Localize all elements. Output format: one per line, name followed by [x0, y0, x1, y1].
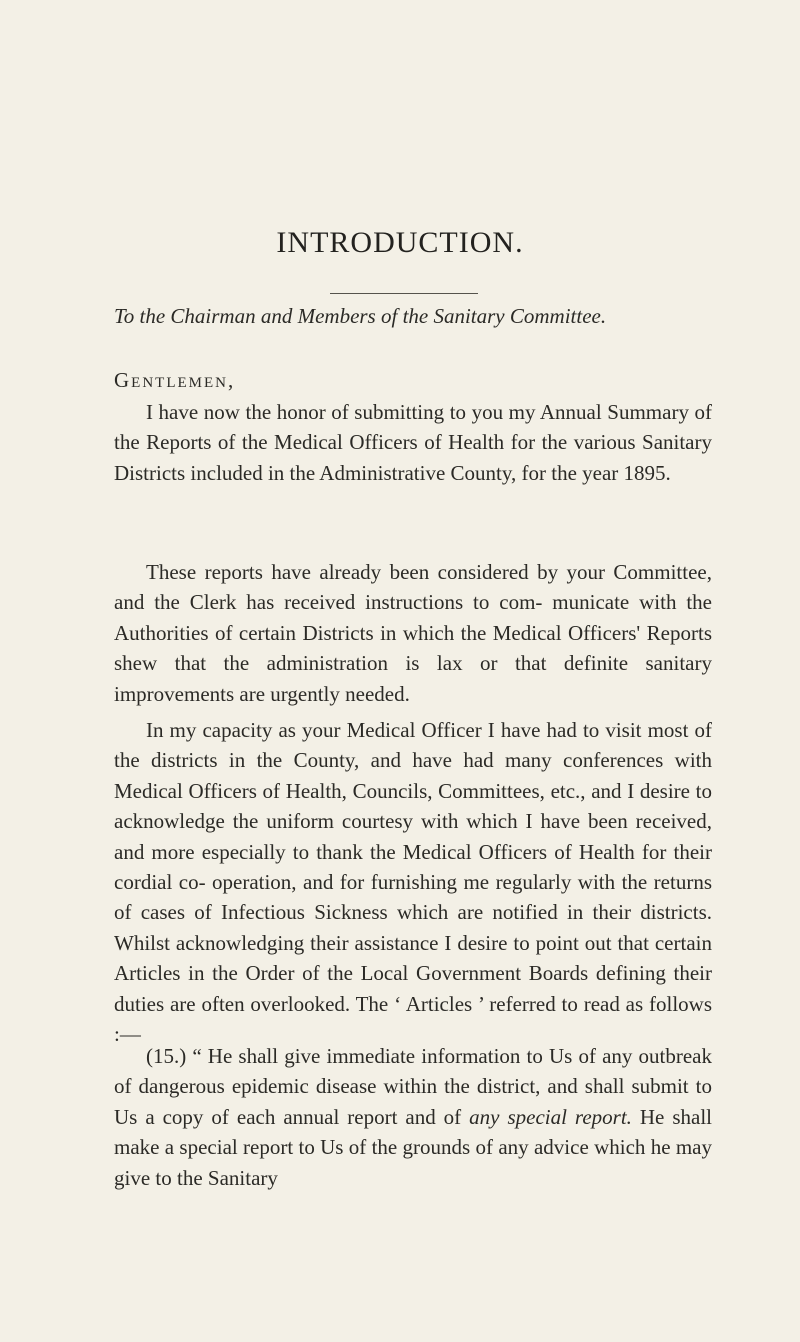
quote-text: [114, 1041, 712, 1193]
quote-text-start: (15.) “ He shall give immediate information to Us of any outbreak of dangerous epidemic disease within the district, and shall submit to Us a copy of each annual report and of: [114, 1044, 712, 1129]
paragraph-text: In my capacity as your Medical Officer I have had to visit most of the districts in the County, and have had many conferences with Medical Officers of Health, Councils, Committees, etc., and I desire to acknowledge the uniform courtesy with which I have been received, and more especially to thank the Medical Officers of Health for their cordial co- operation, and for furnishing me regularly with the returns of cases of Infectious Sickness which are notified in their districts. Whilst acknowledging their assistance I desire to point out that certain Articles in the Order of the Local Government Boards defining their duties are often overlooked. The ‘ Articles ’ referred to read as follows :—: [114, 718, 712, 1047]
paragraph-3: [114, 715, 712, 1049]
quote-italic-phrase: any special report.: [469, 1104, 632, 1129]
paragraph-1: [114, 397, 712, 488]
paragraph-text: These reports have already been considered by your Committee, and the Clerk has received instructions to com- municate with the Authorities of certain Districts in which the Medical Officers' Reports shew that the administration is lax or that definite sanitary improvements are urgently needed.: [114, 560, 712, 706]
quote-text-end: He shall make a special report to Us of the grounds of any advice which he may give to the Sanitary: [114, 1104, 713, 1190]
paragraph-text: I have now the honor of submitting to you my Annual Summary of the Reports of the Medical Officers of Health for the various Sanitary Districts included in the Administrative County, for the year 1895.: [114, 400, 712, 485]
address-line: To the Chairman and Members of the Sanitary Committee.: [114, 304, 607, 328]
paragraph-2: [114, 557, 712, 709]
title-divider: [330, 293, 478, 294]
salutation: Gentlemen,: [114, 368, 236, 392]
quoted-article-15: [114, 1041, 712, 1193]
page-title: INTRODUCTION.: [276, 226, 524, 259]
